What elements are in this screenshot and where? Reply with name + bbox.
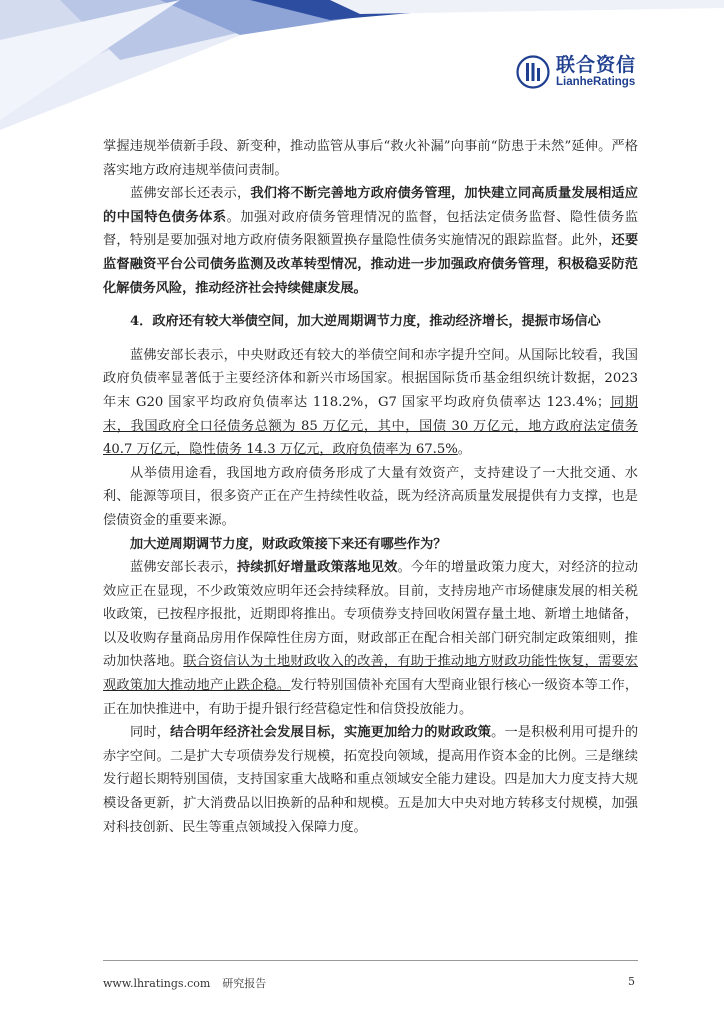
p6-text-a: 同时， <box>130 725 171 741</box>
question-heading-text: 加大逆周期调节力度，财政政策接下来还有哪些作为？ <box>130 536 447 552</box>
p2-text-a: 蓝佛安部长还表示， <box>130 186 251 202</box>
paragraph-2 <box>103 182 638 300</box>
p6-text-c: 。一是积极利用可提升的赤字空间。二是扩大专项债券发行规模，拓宽投向领域，提高用作资本金的比例。三是继续发行超长期特别国债，支持国家重大战略和重点领域安全能力建设。四是加大力度支持大规模设备更新，扩大消费品以旧换新的品种和规模。五是加大中央对地方转移支付规模，加强对科技创新、民生等重点领域投入保障力度。 <box>103 725 639 835</box>
paragraph-3 <box>103 344 638 462</box>
p5-text-d: 发行特别国债补充国有大型商业银行核心一级资本等工作，正在加快推进中，有助于提升银行经营稳定性和信贷投放能力。 <box>103 678 639 717</box>
question-heading <box>103 533 638 557</box>
p5-bold-b: 持续抓好增量政策落地见效 <box>237 560 398 576</box>
paragraph-5 <box>103 556 638 721</box>
brand-logo <box>516 54 636 89</box>
footer-website-link[interactable]: www.lhratings.com <box>103 977 211 990</box>
footer-report-type: 研究报告 <box>222 977 267 990</box>
section-heading-4: 4．政府还有较大举债空间，加大逆周期调节力度，推动经济增长，提振市场信心 <box>130 314 601 330</box>
report-body <box>103 135 638 839</box>
paragraph-6 <box>103 721 638 839</box>
p3-underlined: 同期末，我国政府全口径债务总额为 85 万亿元，其中，国债 30 万亿元，地方政府法定债务 40.7 万亿元，隐性债务 14.3 万亿元，政府负债率为 67.5% <box>103 394 639 458</box>
p2-bold-d: 还要监督融资平台公司债务监测及改革转型情况，推动进一步加强政府债务管理，积极稳妥防范化解债务风险，推动经济社会持续健康发展。 <box>103 233 639 296</box>
p3-end: 。 <box>457 442 471 458</box>
p5-underlined: 联合资信认为土地财政收入的改善，有助于推动地方财政功能性恢复，需要宏观政策加大推动地产止跌企稳。 <box>103 654 638 694</box>
p5-text-a: 蓝佛安部长表示， <box>130 560 237 576</box>
p2-bold-b: 我们将不断完善地方政府债务管理，加快建立同高质量发展相适应的中国特色债务体系 <box>103 186 638 225</box>
p4-text: 从举债用途看，我国地方政府债务形成了大量有效资产，支持建设了一大批交通、水利、能源等项目，很多资产正在产生持续性收益，既为经济高质量发展提供有力支撑，也是偿债资金的重要来源。 <box>103 465 638 528</box>
p2-text-c: 。加强对政府债务管理情况的监督，包括法定债务监督、隐性债务监督，特别是要加强对地方政府债务限额置换存量隐性债务实施情况的跟踪监督。此外， <box>103 209 639 249</box>
brand-name-en: LianheRatings <box>556 76 636 88</box>
lianhe-logo-icon <box>516 55 550 89</box>
p6-bold-b: 结合明年经济社会发展目标，实施更加给力的财政政策 <box>170 725 492 741</box>
p3-text-a: 蓝佛安部长表示，中央财政还有较大的举债空间和赤字提升空间。从国际比较看，我国政府负债率显著低于主要经济体和新兴市场国家。根据国际货币基金组织统计数据，2023 年末 G20 国家平均政府负债率达 118.2%，G7 国家平均政府负债率达 123.4%； <box>103 347 638 410</box>
page-number: 5 <box>628 975 635 988</box>
paragraph-1 <box>103 135 638 182</box>
p5-text-c: 。今年的增量政策力度大，对经济的拉动效应正在显现，不少政策效应明年还会持续释放。目前，支持房地产市场健康发展的相关税收政策，已按程序报批，近期即将推出。专项债券支持回收闲置存量土地、新增土地储备，以及收购存量商品房用作保障性住房方面，财政部正在配合相关部门研究制定政策细则，推动加快落地。 <box>103 560 639 670</box>
paragraph-4 <box>103 462 638 533</box>
footer-left <box>103 975 278 991</box>
paragraph-1-text: 掌握违规举债新手段、新变种，推动监管从事后“救火补漏”向事前“防患于未然”延伸。严格落实地方政府违规举债问责制。 <box>103 139 638 178</box>
brand-name-cn: 联合资信 <box>556 54 637 76</box>
footer-divider <box>103 960 638 961</box>
